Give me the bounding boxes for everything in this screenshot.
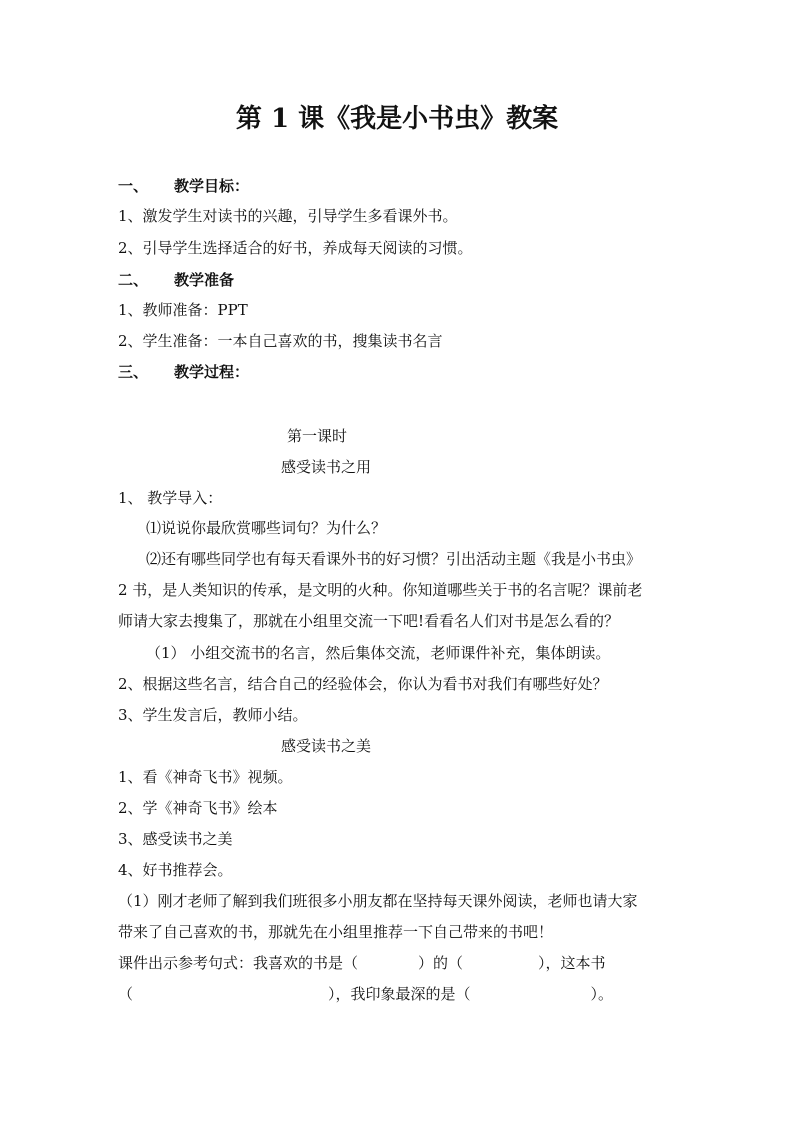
part2-title: 感受读书之美 [281,737,372,755]
section-heading-prep [118,270,234,290]
intro-item: 1、 教学导入： [118,489,223,507]
question-2-line: 师请大家去搜集了，那就在小组里交流一下吧!看看名人们对书是怎么看的？ [118,612,620,630]
section-title: 教学过程： [174,363,250,381]
goal-item: 1、激发学生对读书的兴趣，引导学生多看课外书。 [118,207,458,225]
question-2-line: ⑵还有哪些同学也有每天看课外书的好习惯？引出活动主题《我是小书虫》 [146,550,642,568]
goal-item: 2、引导学生选择适合的好书，养成每天阅读的习惯。 [118,239,473,257]
part2-item: 1、看《神奇飞书》视频。 [118,768,293,786]
section-title: 教学目标： [174,177,250,195]
section-title: 教学准备 [174,271,235,289]
recommend-line: （1）刚才老师了解到我们班很多小朋友都在坚持每天课外阅读，老师也请大家 [118,892,638,910]
part2-item: 3、感受读书之美 [118,830,233,848]
question-1: ⑴说说你最欣赏哪些词句？为什么？ [146,519,387,537]
sub-item-1: （1） 小组交流书的名言，然后集体交流，老师课件补充，集体朗读。 [146,644,611,662]
recommend-line: 带来了自己喜欢的书，那就先在小组里推荐一下自己带来的书吧！ [118,923,554,941]
section-number: 二、 [118,271,149,289]
part2-item: 4、好书推荐会。 [118,861,233,879]
process-item-2: 2、根据这些名言，结合自己的经验体会，你认为看书对我们有哪些好处？ [118,675,608,693]
page-title: 第 1 课《我是小书虫》教案 [235,104,559,134]
section-number: 三、 [118,363,149,381]
question-2-line: 2 书，是人类知识的传承，是文明的火种。你知道哪些关于书的名言呢？课前老 [118,581,643,599]
section-number: 一、 [118,177,149,195]
prep-item: 1、教师准备：PPT [118,301,248,319]
prep-item: 2、学生准备：一本自己喜欢的书，搜集读书名言 [118,332,443,350]
section-heading-goals [118,176,249,196]
sentence-pattern-line: 课件出示参考句式：我喜欢的书是（ ）的（ ），这本书 [118,954,606,972]
sentence-pattern-line: （ ），我印象最深的是（ ）。 [118,985,614,1003]
period-heading: 第一课时 [287,427,348,445]
process-item-3: 3、学生发言后，教师小结。 [118,706,308,724]
part2-item: 2、学《神奇飞书》绘本 [118,799,278,817]
section-heading-process [118,362,249,382]
part1-title: 感受读书之用 [281,458,372,476]
